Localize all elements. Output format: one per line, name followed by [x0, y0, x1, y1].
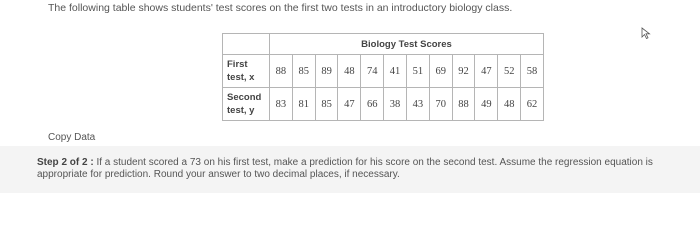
cell-value: 41	[384, 55, 407, 88]
row-header-line1: First	[227, 59, 248, 70]
cell-value: 89	[315, 55, 338, 88]
cell-value: 81	[292, 88, 315, 121]
cell-value: 48	[498, 88, 521, 121]
row-header-second-test	[223, 88, 270, 121]
intro-text: The following table shows students' test scores on the first two tests in an introductory biology class.	[48, 2, 513, 14]
table-row-second-test	[223, 88, 544, 121]
row-header-line2: test, y	[227, 105, 255, 116]
cell-value: 43	[406, 88, 429, 121]
cell-value: 92	[452, 55, 475, 88]
cell-value: 62	[521, 88, 544, 121]
cell-value: 88	[452, 88, 475, 121]
row-header-line2: test, x	[227, 72, 255, 83]
cell-value: 52	[498, 55, 521, 88]
cell-value: 85	[315, 88, 338, 121]
mouse-pointer-icon	[641, 27, 651, 39]
cell-value: 70	[429, 88, 452, 121]
cell-value: 69	[429, 55, 452, 88]
cell-value: 47	[338, 88, 361, 121]
cell-value: 66	[361, 88, 384, 121]
cell-value: 85	[292, 55, 315, 88]
cell-value: 58	[521, 55, 544, 88]
step-text: If a student scored a 73 on his first test, make a prediction for his score on the second test. Assume the regression equation is appropriate for prediction. Round your answer to two decimal places, if necessary.	[37, 157, 653, 180]
cell-value: 49	[475, 88, 498, 121]
cell-value: 83	[270, 88, 293, 121]
table-corner-cell	[223, 34, 270, 55]
row-header-line1: Second	[227, 92, 262, 103]
copy-data-button[interactable]: Copy Data	[48, 132, 96, 143]
cell-value: 47	[475, 55, 498, 88]
cell-value: 74	[361, 55, 384, 88]
cell-value: 88	[270, 55, 293, 88]
cell-value: 38	[384, 88, 407, 121]
step-instructions	[37, 157, 687, 181]
cell-value: 48	[338, 55, 361, 88]
table-row-first-test	[223, 55, 544, 88]
row-header-first-test	[223, 55, 270, 88]
table-title: Biology Test Scores	[270, 34, 544, 55]
cell-value: 51	[406, 55, 429, 88]
step-label: Step 2 of 2 :	[37, 157, 94, 168]
biology-scores-table	[222, 33, 544, 121]
